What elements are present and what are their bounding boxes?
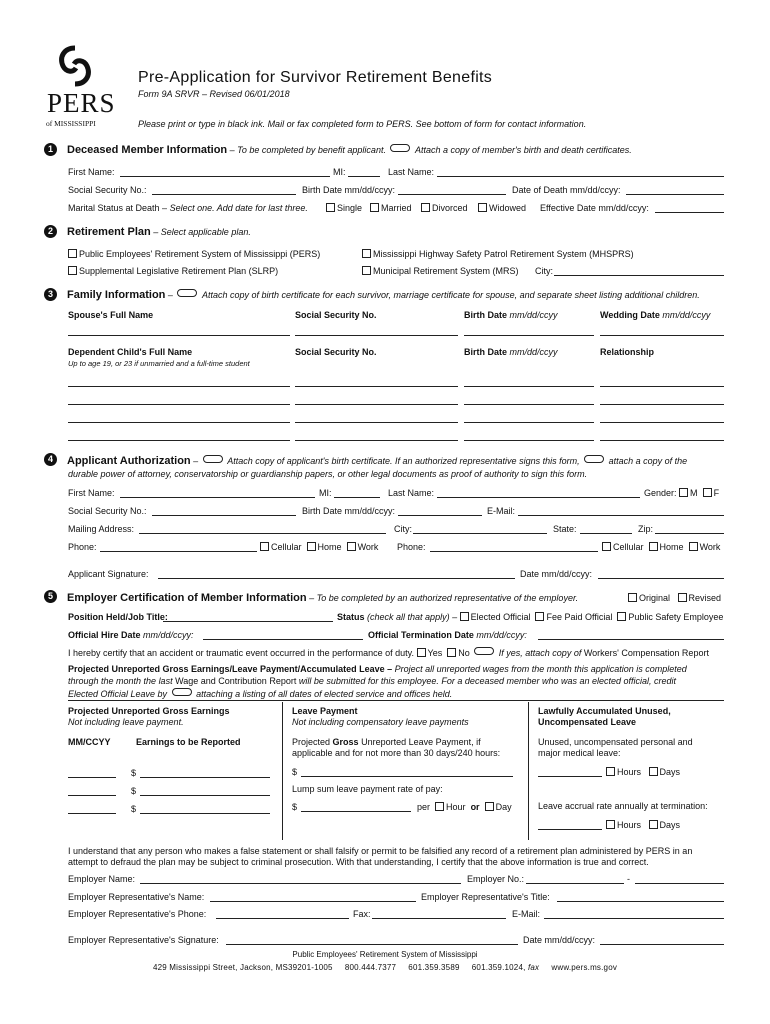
section-4-attach2: attach a copy of the bbox=[608, 456, 688, 466]
mailing-address-label: Mailing Address: bbox=[68, 524, 135, 534]
spouse-ssn-header: Social Security No. bbox=[295, 310, 377, 320]
option-label: Public Safety Employee bbox=[628, 612, 724, 622]
mrs-city-field[interactable] bbox=[554, 275, 724, 276]
effective-date-field[interactable] bbox=[655, 212, 724, 213]
col1-earnings-header: Earnings to be Reported bbox=[136, 737, 241, 747]
col1-sub: Not including leave payment. bbox=[68, 717, 184, 727]
deceased-ssn-label: Social Security No.: bbox=[68, 185, 147, 195]
deceased-last-name-label: Last Name: bbox=[388, 167, 435, 177]
rep-phone-label: Employer Representative's Phone: bbox=[68, 909, 207, 919]
format: mm/dd/ccyy: bbox=[476, 630, 527, 640]
deceased-ssn-field[interactable] bbox=[152, 194, 296, 195]
accrual-rate-field[interactable] bbox=[538, 829, 602, 830]
applicant-last-name-field[interactable] bbox=[437, 497, 640, 498]
gender-label: Gender: bbox=[644, 488, 677, 498]
t: Gross bbox=[332, 737, 359, 747]
t: Unreported Leave Payment, if bbox=[361, 737, 481, 747]
lump-rate-field[interactable] bbox=[301, 811, 411, 812]
elected-official-checkbox[interactable] bbox=[460, 612, 469, 621]
applicant-sign-date-field[interactable] bbox=[598, 578, 724, 579]
rep-sign-date-field[interactable] bbox=[600, 944, 724, 945]
projected-para-line1 bbox=[68, 664, 687, 674]
applicant-mi-field[interactable] bbox=[334, 497, 380, 498]
unused-leave-unit bbox=[606, 767, 680, 777]
section-1-subtitle: – To be completed by benefit applicant. bbox=[229, 145, 386, 155]
rep-fax-field[interactable] bbox=[372, 918, 506, 919]
section-2-subtitle: – Select applicable plan. bbox=[153, 227, 251, 237]
hire-date-label bbox=[68, 630, 194, 640]
child-ssn-field[interactable] bbox=[295, 422, 458, 423]
option-label: Home bbox=[659, 542, 684, 552]
accrual-days-checkbox[interactable] bbox=[649, 820, 658, 829]
applicant-ssn-label: Social Security No.: bbox=[68, 506, 147, 516]
rep-title-label: Employer Representative's Title: bbox=[421, 892, 550, 902]
phone1-work-checkbox[interactable] bbox=[347, 542, 356, 551]
logo-name: PERS bbox=[47, 88, 116, 118]
instructions: Please print or type in black ink. Mail or fax completed form to PERS. See bottom of form for contact information. bbox=[138, 119, 587, 129]
applicant-sign-date-label: Date mm/dd/ccyy: bbox=[520, 569, 593, 579]
child-relationship-field[interactable] bbox=[600, 422, 724, 423]
city-field[interactable] bbox=[413, 533, 547, 534]
checkbox[interactable] bbox=[478, 203, 487, 212]
format: mm/dd/ccyy: bbox=[143, 630, 194, 640]
col2-head: Leave Payment bbox=[292, 706, 358, 716]
checkbox[interactable] bbox=[326, 203, 335, 212]
col-format: mm/dd/ccyy bbox=[662, 310, 711, 320]
projected-para-line2 bbox=[68, 676, 676, 686]
public-safety-checkbox[interactable] bbox=[617, 612, 626, 621]
option-label: Widowed bbox=[489, 203, 527, 213]
marital-note: Select one. Add date for last three. bbox=[169, 203, 308, 213]
table-top-rule bbox=[68, 700, 724, 701]
employer-name-label: Employer Name: bbox=[68, 874, 136, 884]
phone2-cellular-checkbox[interactable] bbox=[602, 542, 611, 551]
paperclip-icon bbox=[390, 144, 410, 152]
deceased-death-field[interactable] bbox=[626, 194, 724, 195]
accrual-hours-checkbox[interactable] bbox=[606, 820, 615, 829]
marital-widowed[interactable] bbox=[478, 203, 526, 213]
rep-title-field[interactable] bbox=[557, 901, 724, 902]
col-format: mm/dd/ccyy bbox=[509, 347, 558, 357]
employer-name-field[interactable] bbox=[140, 883, 461, 884]
col3-head2: Uncompensated Leave bbox=[538, 717, 637, 727]
deceased-first-name-label: First Name: bbox=[68, 167, 115, 177]
month-field[interactable] bbox=[68, 795, 116, 796]
col-label: Birth Date bbox=[464, 310, 508, 320]
dollar-sign: $ bbox=[131, 768, 137, 778]
col3-p2: major medical leave: bbox=[538, 748, 621, 758]
plan-mrs[interactable] bbox=[362, 266, 519, 276]
spouse-wedding-field[interactable] bbox=[600, 335, 724, 336]
deceased-last-name-field[interactable] bbox=[437, 176, 724, 177]
proj-bold: Projected Unreported Gross Earnings/Leave Payment/Accumulated Leave – bbox=[68, 664, 393, 674]
applicant-mi-label: MI: bbox=[319, 488, 332, 498]
unused-leave-field[interactable] bbox=[538, 776, 602, 777]
section-5-number: 5 bbox=[44, 590, 57, 603]
child-name-header: Dependent Child's Full Name bbox=[68, 347, 193, 357]
footer-org: Public Employees' Retirement System of Mississippi bbox=[292, 950, 478, 959]
position-label: Position Held/Job Title: bbox=[68, 612, 168, 622]
employer-no-field[interactable] bbox=[526, 883, 624, 884]
marital-divorced[interactable] bbox=[421, 203, 468, 213]
checkbox[interactable] bbox=[362, 266, 371, 275]
option-label: Home bbox=[317, 542, 342, 552]
rep-sign-date-label: Date mm/dd/ccyy: bbox=[523, 935, 596, 945]
checkbox[interactable] bbox=[370, 203, 379, 212]
section-3-header: Family Information – Attach copy of birth certificate for each survivor, marriage certificate for spouse, and separate sheet listing additional children. bbox=[67, 289, 700, 301]
option-label: Public Employees' Retirement System of Mississippi (PERS) bbox=[79, 249, 321, 259]
child-birth-field[interactable] bbox=[464, 386, 594, 387]
option-label: No bbox=[458, 648, 470, 658]
dollar-sign: $ bbox=[131, 786, 137, 796]
earnings-field[interactable] bbox=[140, 813, 270, 814]
section-4-header: Applicant Authorization – Attach copy of applicant's birth certificate. If an authorized representative signs this form, attach a copy of the bbox=[67, 455, 688, 467]
option-label: Work bbox=[699, 542, 721, 552]
plan-pers[interactable] bbox=[68, 249, 320, 259]
plan-slrp[interactable] bbox=[68, 266, 278, 276]
option-label: Work bbox=[357, 542, 379, 552]
option-label: Divorced bbox=[432, 203, 468, 213]
col2-p2: applicable and for not more than 30 days/240 hours: bbox=[292, 748, 501, 758]
option-label: F bbox=[713, 488, 720, 498]
footer-fax: 601.359.1024, bbox=[471, 963, 526, 972]
col-label: Wedding Date bbox=[600, 310, 660, 320]
wc-report-text: Workers' Compensation Report bbox=[583, 648, 709, 658]
employer-no-label: Employer No.: bbox=[467, 874, 525, 884]
phone2-label: Phone: bbox=[397, 542, 426, 552]
rep-email-label: E-Mail: bbox=[512, 909, 541, 919]
status-label: Status bbox=[337, 612, 365, 622]
col2-sub: Not including compensatory leave payments bbox=[292, 717, 469, 727]
month-field[interactable] bbox=[68, 777, 116, 778]
option-label: Day bbox=[495, 802, 512, 812]
table-divider bbox=[528, 702, 529, 840]
section-1-attach: Attach a copy of member's birth and death certificates. bbox=[414, 145, 632, 155]
footer-address: 429 Mississippi Street, Jackson, MS39201-1005 bbox=[152, 963, 333, 972]
earnings-field[interactable] bbox=[140, 777, 270, 778]
paperclip-icon bbox=[474, 647, 494, 655]
plan-mhsprs[interactable] bbox=[362, 249, 634, 259]
phone1-field[interactable] bbox=[100, 551, 257, 552]
col3-head1: Lawfully Accumulated Unused, bbox=[538, 706, 671, 716]
city-label: City: bbox=[394, 524, 412, 534]
projected-para-line3 bbox=[68, 688, 452, 699]
checkbox[interactable] bbox=[68, 266, 77, 275]
hire-date-field[interactable] bbox=[203, 639, 363, 640]
paperclip-icon bbox=[177, 289, 197, 297]
child-birth-header bbox=[464, 347, 558, 357]
spouse-name-header: Spouse's Full Name bbox=[68, 310, 154, 320]
option-label: Married bbox=[381, 203, 412, 213]
phone1-types bbox=[260, 542, 378, 552]
rate-day-checkbox[interactable] bbox=[485, 802, 494, 811]
if-yes-text: If yes, attach copy of bbox=[498, 648, 582, 658]
applicant-first-name-field[interactable] bbox=[120, 497, 315, 498]
rep-name-field[interactable] bbox=[210, 901, 416, 902]
proj-it2b: Wage and Contribution Report bbox=[175, 676, 297, 686]
page-title: Pre-Application for Survivor Retirement Benefits bbox=[138, 69, 493, 86]
dollar-sign: $ bbox=[292, 802, 298, 812]
original-checkbox[interactable] bbox=[628, 593, 637, 602]
revised-checkbox[interactable] bbox=[678, 593, 687, 602]
section-5-header bbox=[67, 592, 578, 604]
spouse-wedding-header bbox=[600, 310, 710, 320]
col-label: Birth Date bbox=[464, 347, 508, 357]
proj-it1: Project all unreported wages from the month this application is completed bbox=[394, 664, 687, 674]
option-label: Single bbox=[337, 203, 363, 213]
section-1-title: Deceased Member Information bbox=[67, 144, 228, 156]
child-ssn-field[interactable] bbox=[295, 386, 458, 387]
spouse-ssn-field[interactable] bbox=[295, 335, 458, 336]
phone1-home-checkbox[interactable] bbox=[307, 542, 316, 551]
paperclip-icon bbox=[584, 455, 604, 463]
option-label: Fee Paid Official bbox=[546, 612, 613, 622]
marital-label: Marital Status at Death – bbox=[68, 203, 168, 213]
certify-text: I hereby certify that an accident or traumatic event occurred in the performance of duty. bbox=[68, 648, 415, 658]
option-label: Hours bbox=[617, 820, 642, 830]
section-3-title: Family Information bbox=[67, 289, 166, 301]
accident-no-checkbox[interactable] bbox=[447, 648, 456, 657]
spouse-name-field[interactable] bbox=[68, 335, 290, 336]
marital-single[interactable] bbox=[326, 203, 362, 213]
col-format: mm/dd/ccyy bbox=[509, 310, 558, 320]
status-group bbox=[337, 612, 723, 622]
section-4-attach1: Attach copy of applicant's birth certificate. If an authorized representative signs this form, bbox=[227, 456, 580, 466]
col3-p1: Unused, uncompensated personal and bbox=[538, 737, 693, 747]
child-name-field[interactable] bbox=[68, 386, 290, 387]
section-3-attach: Attach copy of birth certificate for each survivor, marriage certificate for spouse, and separate sheet listing additional children. bbox=[201, 290, 700, 300]
section-4-attach3: durable power of attorney, conservatorship or guardianship papers, or other legal documents as proof of authority to sign this form. bbox=[68, 469, 588, 479]
child-relationship-header: Relationship bbox=[600, 347, 655, 357]
gender-male-checkbox[interactable] bbox=[679, 488, 688, 497]
col1-head: Projected Unreported Gross Earnings bbox=[68, 706, 230, 716]
status-note: (check all that apply) – bbox=[367, 612, 458, 622]
accrual-unit bbox=[606, 820, 680, 830]
child-name-field[interactable] bbox=[68, 404, 290, 405]
child-ssn-field[interactable] bbox=[295, 440, 458, 441]
section-5-subtitle: – To be completed by an authorized representative of the employer. bbox=[309, 593, 579, 603]
checkbox[interactable] bbox=[421, 203, 430, 212]
rep-fax-label: Fax: bbox=[353, 909, 371, 919]
mailing-address-field[interactable] bbox=[139, 533, 386, 534]
section-2-number: 2 bbox=[44, 225, 57, 238]
option-label: Municipal Retirement System (MRS) bbox=[373, 266, 519, 276]
dollar-sign: $ bbox=[292, 767, 298, 777]
gender-female-checkbox[interactable] bbox=[703, 488, 712, 497]
t: Projected bbox=[292, 737, 331, 747]
zip-field[interactable] bbox=[655, 533, 724, 534]
rep-name-label: Employer Representative's Name: bbox=[68, 892, 205, 902]
child-ssn-field[interactable] bbox=[295, 404, 458, 405]
option-label: Days bbox=[659, 767, 681, 777]
phone1-label: Phone: bbox=[68, 542, 97, 552]
applicant-email-label: E-Mail: bbox=[487, 506, 516, 516]
state-field[interactable] bbox=[580, 533, 632, 534]
phone2-home-checkbox[interactable] bbox=[649, 542, 658, 551]
fee-paid-official-checkbox[interactable] bbox=[535, 612, 544, 621]
t: or bbox=[470, 802, 480, 812]
section-1-number: 1 bbox=[44, 143, 57, 156]
child-birth-field[interactable] bbox=[464, 440, 594, 441]
rate-hour-checkbox[interactable] bbox=[435, 802, 444, 811]
form-number: Form 9A SRVR – Revised 06/01/2018 bbox=[138, 89, 290, 99]
phone2-work-checkbox[interactable] bbox=[689, 542, 698, 551]
option-label: Hours bbox=[617, 767, 642, 777]
deceased-mi-field[interactable] bbox=[348, 176, 380, 177]
phone2-types bbox=[602, 542, 720, 552]
footer-web-link[interactable]: www.pers.ms.gov bbox=[551, 963, 618, 972]
spouse-birth-header bbox=[464, 310, 558, 320]
option-label: Yes bbox=[427, 648, 443, 658]
section-3-number: 3 bbox=[44, 288, 57, 301]
child-ssn-header: Social Security No. bbox=[295, 347, 377, 357]
col1-mm-header: MM/CCYY bbox=[68, 737, 111, 747]
section-2-title: Retirement Plan bbox=[67, 226, 151, 238]
option-label: Days bbox=[659, 820, 681, 830]
deceased-death-label: Date of Death mm/dd/ccyy: bbox=[512, 185, 621, 195]
phone1-cellular-checkbox[interactable] bbox=[260, 542, 269, 551]
employer-no-dash: - bbox=[627, 874, 630, 884]
footer-fax-label: fax bbox=[527, 963, 540, 972]
section-1-header bbox=[67, 144, 632, 156]
month-field[interactable] bbox=[68, 813, 116, 814]
child-relationship-field[interactable] bbox=[600, 440, 724, 441]
state-label: State: bbox=[553, 524, 577, 534]
unused-days-checkbox[interactable] bbox=[649, 767, 658, 776]
child-note: Up to age 19, or 23 if unmarried and a full-time student bbox=[68, 359, 250, 368]
option-label: Original bbox=[639, 593, 671, 603]
deceased-birth-field[interactable] bbox=[398, 194, 506, 195]
spouse-birth-field[interactable] bbox=[464, 335, 594, 336]
zip-label: Zip: bbox=[638, 524, 654, 534]
option-label: Cellular bbox=[271, 542, 302, 552]
applicant-birth-label: Birth Date mm/dd/ccyy: bbox=[302, 506, 396, 516]
applicant-signature-label: Applicant Signature: bbox=[68, 569, 149, 579]
paperclip-icon bbox=[172, 688, 192, 696]
child-birth-field[interactable] bbox=[464, 404, 594, 405]
table-divider bbox=[282, 702, 283, 840]
rate-unit bbox=[417, 802, 512, 812]
applicant-ssn-field[interactable] bbox=[152, 515, 296, 516]
child-name-field[interactable] bbox=[68, 422, 290, 423]
effective-date-label: Effective Date mm/dd/ccyy: bbox=[540, 203, 649, 213]
termination-date-field[interactable] bbox=[538, 639, 724, 640]
child-birth-field[interactable] bbox=[464, 422, 594, 423]
leave-payment-field[interactable] bbox=[301, 776, 513, 777]
deceased-birth-label: Birth Date mm/dd/ccyy: bbox=[302, 185, 396, 195]
marital-status-row bbox=[68, 203, 308, 213]
section-4-title: Applicant Authorization bbox=[67, 455, 191, 467]
section-4-number: 4 bbox=[44, 453, 57, 466]
option-label: Elected Official bbox=[470, 612, 531, 622]
employer-no-suffix-field[interactable] bbox=[635, 883, 724, 884]
t: per bbox=[417, 802, 431, 812]
accident-certify bbox=[68, 647, 709, 658]
footer-contact bbox=[0, 963, 770, 972]
proj-it3a: Elected Official Leave by bbox=[68, 689, 168, 699]
marital-married[interactable] bbox=[370, 203, 412, 213]
applicant-signature-field[interactable] bbox=[158, 578, 515, 579]
proj-it3b: attaching a listing of all dates of elected service and offices held. bbox=[196, 689, 453, 699]
dollar-sign: $ bbox=[131, 804, 137, 814]
footer-phone2: 601.359.3589 bbox=[408, 963, 460, 972]
option-label: Hour bbox=[446, 802, 466, 812]
label: Official Termination Date bbox=[368, 630, 474, 640]
logo-sub: of MISSISSIPPI bbox=[46, 119, 96, 128]
rep-phone-field[interactable] bbox=[216, 918, 349, 919]
option-label: Revised bbox=[688, 593, 722, 603]
deceased-first-name-field[interactable] bbox=[120, 176, 330, 177]
checkbox[interactable] bbox=[68, 249, 77, 258]
footer-phone1: 800.444.7377 bbox=[344, 963, 397, 972]
deceased-mi-label: MI: bbox=[333, 167, 346, 177]
proj-it2c: will be submitted for this employee. For a deceased member who was an elected official, credit bbox=[298, 676, 677, 686]
understand-line2: attempt to defraud the plan may be subject to criminal prosecution. With that understanding, I certify that the above information is true and correct. bbox=[68, 857, 649, 867]
col2-p1 bbox=[292, 737, 481, 747]
child-relationship-field[interactable] bbox=[600, 386, 724, 387]
original-revised bbox=[628, 593, 721, 603]
applicant-birth-field[interactable] bbox=[398, 515, 482, 516]
rep-signature-field[interactable] bbox=[226, 944, 518, 945]
option-label: Cellular bbox=[613, 542, 644, 552]
label: Official Hire Date bbox=[68, 630, 141, 640]
option-label: Supplemental Legislative Retirement Plan (SLRP) bbox=[79, 266, 279, 276]
applicant-email-field[interactable] bbox=[518, 515, 724, 516]
phone2-field[interactable] bbox=[430, 551, 598, 552]
unused-hours-checkbox[interactable] bbox=[606, 767, 615, 776]
rep-email-field[interactable] bbox=[544, 918, 724, 919]
child-relationship-field[interactable] bbox=[600, 404, 724, 405]
earnings-field[interactable] bbox=[140, 795, 270, 796]
mrs-city-label: City: bbox=[535, 266, 553, 276]
col2-lump: Lump sum leave payment rate of pay: bbox=[292, 784, 443, 794]
col3-accrual: Leave accrual rate annually at termination: bbox=[538, 801, 708, 811]
pers-logo-icon bbox=[55, 45, 95, 87]
checkbox[interactable] bbox=[362, 249, 371, 258]
accident-yes-checkbox[interactable] bbox=[417, 648, 426, 657]
section-2-header bbox=[67, 226, 251, 238]
paperclip-icon bbox=[203, 455, 223, 463]
position-field[interactable] bbox=[163, 621, 333, 622]
child-name-field[interactable] bbox=[68, 440, 290, 441]
option-label: M bbox=[690, 488, 698, 498]
applicant-last-name-label: Last Name: bbox=[388, 488, 435, 498]
termination-date-label bbox=[368, 630, 527, 640]
understand-line1: I understand that any person who makes a false statement or shall falsify or permit to be falsified any record of a retirement plan administered by PERS in an bbox=[68, 846, 693, 856]
proj-it2a: through the month the last bbox=[68, 676, 173, 686]
applicant-first-name-label: First Name: bbox=[68, 488, 115, 498]
gender-group bbox=[644, 488, 719, 498]
rep-signature-label: Employer Representative's Signature: bbox=[68, 935, 219, 945]
section-5-title: Employer Certification of Member Information bbox=[67, 592, 307, 604]
option-label: Mississippi Highway Safety Patrol Retirement System (MHSPRS) bbox=[373, 249, 634, 259]
